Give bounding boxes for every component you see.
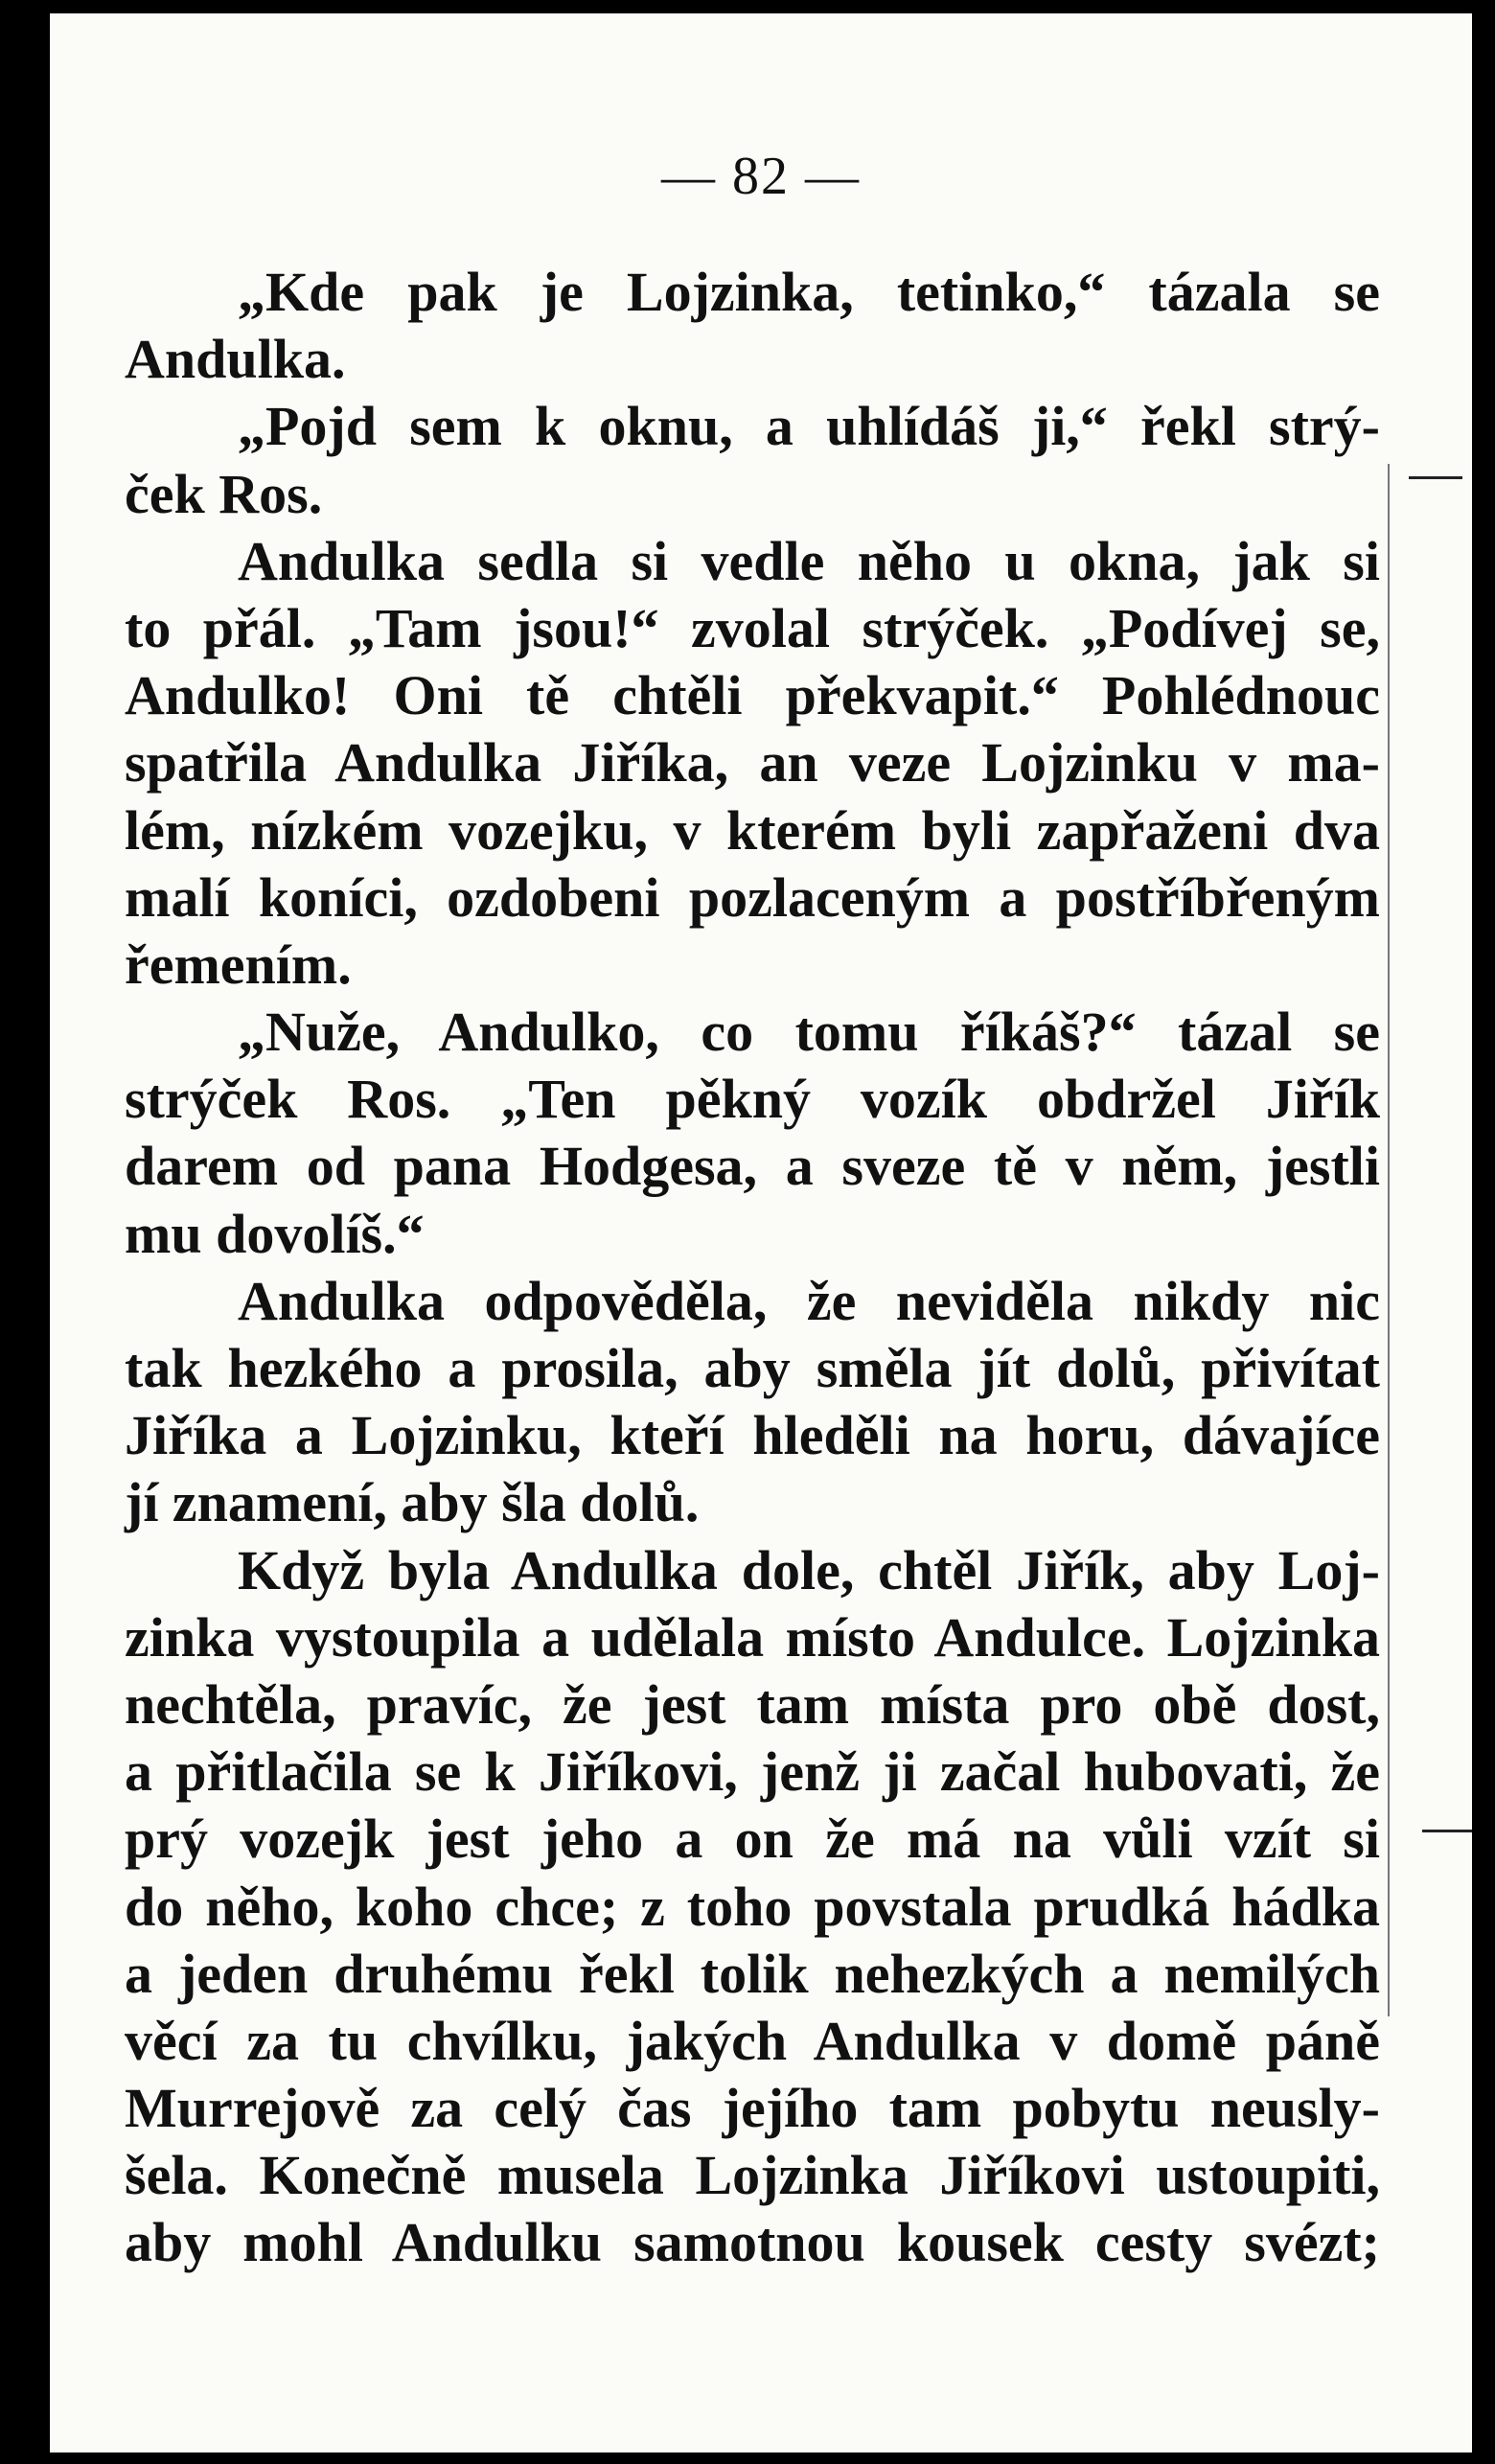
text-line: lém, nízkém vozejku, v kterém byli zapřaženi dva xyxy=(125,798,1380,862)
text-line: řemením. xyxy=(125,933,352,996)
text-line: darem od pana Hodgesa, a sveze tě v něm, jestli xyxy=(125,1135,1380,1198)
text-line: a jeden druhému řekl tolik nehezkých a nemilých xyxy=(125,1942,1380,2005)
text-line: prý vozejk jest jeho a on že má na vůli vzít si xyxy=(125,1808,1380,1871)
text-line: a přitlačila se k Jiříkovi, jenž ji začal hubovati, že xyxy=(125,1740,1380,1804)
text-line: aby mohl Andulku samotnou kousek cesty svézt; xyxy=(125,2211,1380,2274)
text-line: Andulka. xyxy=(125,328,346,391)
text-line: jí znamení, aby šla dolů. xyxy=(125,1471,700,1534)
text-line: „Nuže, Andulko, co tomu říkáš?“ tázal se xyxy=(238,1001,1380,1064)
text-line: mu dovolíš.“ xyxy=(125,1202,425,1265)
margin-mark-upper xyxy=(1409,476,1462,479)
text-line: šela. Konečně musela Lojzinka Jiříkovi ustoupiti, xyxy=(125,2144,1380,2207)
text-line: „Kde pak je Lojzinka, tetinko,“ tázala se xyxy=(238,261,1380,323)
text-line: to přál. „Tam jsou!“ zvolal strýček. „Podívej se, xyxy=(125,596,1380,659)
text-line: věcí za tu chvílku, jakých Andulka v domě páně xyxy=(125,2009,1380,2072)
body-text xyxy=(125,259,1380,2277)
text-line: Andulka odpověděla, že neviděla nikdy nic xyxy=(238,1269,1380,1332)
text-line: spatřila Andulka Jiříka, an veze Lojzinku v ma- xyxy=(125,731,1380,794)
text-line: Andulka sedla si vedle něho u okna, jak si xyxy=(238,529,1380,592)
text-line: malí koníci, ozdobeni pozlaceným a postříbřeným xyxy=(125,865,1380,929)
text-line: zinka vystoupila a udělala místo Andulce. Lojzinka xyxy=(125,1605,1380,1669)
book-page xyxy=(50,13,1472,2452)
text-line: tak hezkého a prosila, aby směla jít dolů, přivítat xyxy=(125,1337,1380,1399)
text-line: nechtěla, pravíc, že jest tam místa pro obě dost, xyxy=(125,1672,1380,1736)
text-line: Když byla Andulka dole, chtěl Jiřík, aby Loj- xyxy=(238,1538,1380,1601)
text-line: Murrejově za celý čas jejího tam pobytu neusly- xyxy=(125,2077,1380,2140)
text-line: Andulko! Oni tě chtěli překvapit.“ Pohlédnouc xyxy=(125,664,1380,727)
text-line: ček Ros. xyxy=(125,462,323,525)
fold-line xyxy=(1388,464,1390,2016)
margin-mark-lower xyxy=(1422,1830,1472,1832)
text-line: strýček Ros. „Ten pěkný vozík obdržel Jiřík xyxy=(125,1068,1380,1131)
text-line: do něho, koho chce; z toho povstala prudká hádka xyxy=(125,1875,1380,1938)
page-number: — 82 — xyxy=(661,147,861,206)
text-line: „Pojd sem k oknu, a uhlídáš ji,“ řekl strý- xyxy=(238,395,1380,458)
text-line: Jiříka a Lojzinku, kteří hleděli na horu, dávajíce xyxy=(125,1404,1380,1467)
